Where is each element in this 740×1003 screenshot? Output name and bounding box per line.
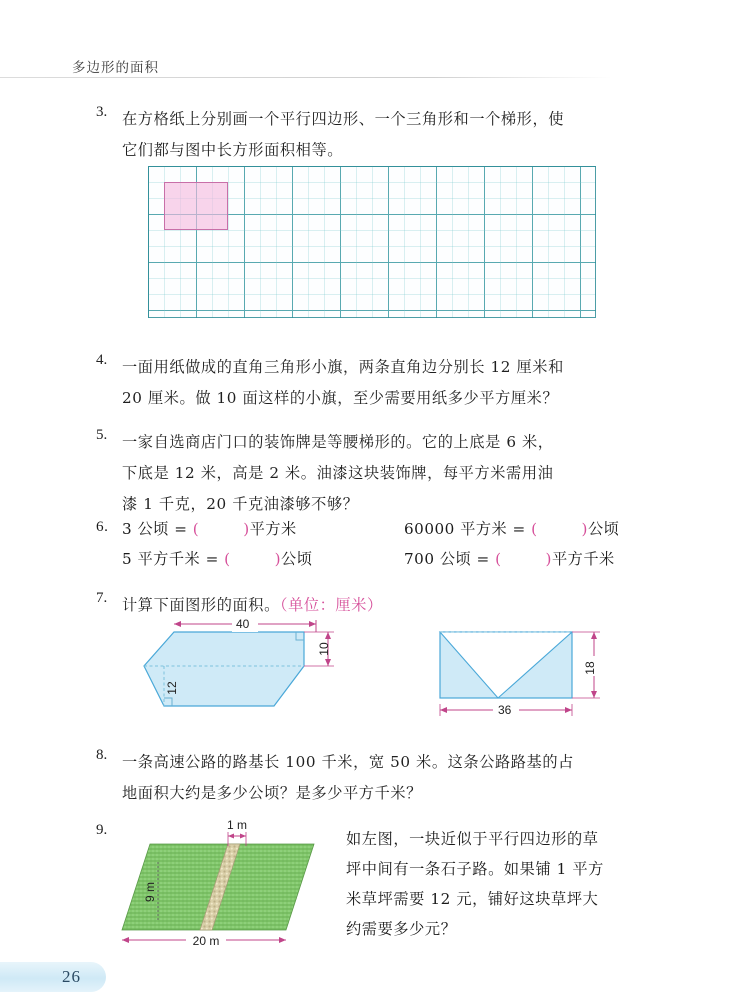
problem-6-row-2	[96, 548, 676, 578]
problem-6-row-1	[96, 518, 676, 548]
problem-6-item-4	[404, 548, 615, 569]
problem-5-line-3: 漆 1 千克，20 千克油漆够不够？	[122, 495, 359, 513]
figure-1-top-arrow-left	[174, 621, 181, 627]
figure-2-right-arrow-bottom	[591, 691, 597, 698]
problem-9-number: 9.	[96, 822, 108, 838]
problem-6-item-1	[122, 518, 297, 539]
problem-3-line-2: 它们都与图中长方形面积相等。	[122, 141, 344, 159]
page-number: 26	[62, 967, 81, 986]
p6-2-open-paren: (	[531, 520, 538, 538]
problem-9-line-1: 如左图，一块近似于平行四边形的草	[346, 830, 599, 848]
p6-1-equals: =	[174, 520, 188, 538]
figure-1-right-arrow-top	[325, 632, 331, 639]
problem-7-figures	[96, 618, 676, 723]
problem-4-line-2: 20 厘米。做 10 面这样的小旗，至少需要用纸多少平方厘米？	[122, 389, 559, 407]
figure-2-label-36: 36	[498, 703, 512, 717]
figure-rectangle-on-parallelogram	[156, 618, 396, 723]
figure-2-label-18: 18	[583, 661, 597, 675]
lawn-label-20m: 20 m	[192, 934, 220, 948]
grid-pink-rectangle	[164, 182, 228, 230]
problem-4	[96, 352, 676, 414]
problem-8-text	[122, 747, 676, 809]
figure-2-right-arrow-top	[591, 632, 597, 639]
problem-9-line-3: 米草坪需要 12 元，铺好这块草坪大	[346, 890, 599, 908]
p6-4-open-paren: (	[495, 550, 502, 568]
problem-4-number: 4.	[96, 352, 108, 368]
p6-2-equals: =	[512, 520, 526, 538]
figure-rectangle-with-triangle-cutout	[428, 618, 638, 723]
lawn-svg	[118, 820, 330, 948]
p6-4-unit: 平方千米	[551, 550, 615, 568]
problem-8-number: 8.	[96, 747, 108, 763]
figure-1-label-12: 12	[165, 681, 179, 695]
problem-6-item-3	[122, 548, 312, 569]
p6-2-unit: 公顷	[587, 520, 620, 538]
p6-4-close-paren: )	[545, 550, 552, 568]
lawn-label-9m: 9 m	[143, 881, 157, 903]
lawn-path-arrow-right	[240, 834, 246, 839]
p6-1-close-paren: )	[243, 520, 250, 538]
problem-5-line-2: 下底是 12 米，高是 2 米。油漆这块装饰牌，每平方米需用油	[122, 464, 554, 482]
p6-2-close-paren: )	[581, 520, 588, 538]
problem-4-line-1: 一面用纸做成的直角三角形小旗，两条直角边分别长 12 厘米和	[122, 358, 564, 376]
problem-5-text	[122, 427, 676, 520]
problem-9-figure	[118, 820, 330, 948]
lawn-base-arrow-left	[122, 937, 129, 943]
problem-7-number: 7.	[96, 590, 108, 606]
problem-3	[96, 104, 676, 166]
figure-1-label-10: 10	[317, 642, 331, 656]
lawn-base-arrow-right	[279, 937, 286, 943]
figure-2-bottom-arrow-right	[565, 707, 572, 713]
problem-3-text	[122, 104, 676, 166]
p6-1-value: 3 公顷	[122, 520, 169, 538]
problem-7-prompt-line	[122, 590, 676, 621]
problem-3-line-1: 在方格纸上分别画一个平行四边形、一个三角形和一个梯形，使	[122, 110, 565, 128]
figure-1-right-arrow-bottom	[325, 659, 331, 666]
problem-7-prompt: 计算下面图形的面积。	[122, 596, 280, 614]
header-divider	[0, 77, 612, 78]
problem-8	[96, 747, 676, 809]
problem-3-number: 3.	[96, 104, 108, 120]
problem-6	[96, 518, 676, 578]
problem-8-line-1: 一条高速公路的路基长 100 千米，宽 50 米。这条公路路基的占	[122, 753, 574, 771]
problem-9-line-4: 约需要多少元？	[346, 920, 457, 938]
p6-3-equals: =	[205, 550, 219, 568]
problem-8-line-2: 地面积大约是多少公顷？是多少平方千米？	[122, 784, 422, 802]
problem-5-number: 5.	[96, 427, 108, 443]
problem-4-text	[122, 352, 676, 414]
problem-5-line-1: 一家自选商店门口的装饰牌是等腰梯形的。它的上底是 6 米，	[122, 433, 554, 451]
figure-2-bottom-arrow-left	[440, 707, 447, 713]
problem-9-text	[346, 824, 646, 944]
lawn-path-arrow-left	[228, 834, 234, 839]
problem-6-item-2	[404, 518, 619, 539]
p6-3-open-paren: (	[224, 550, 231, 568]
problem-9-line-2: 坪中间有一条石子路。如果铺 1 平方	[346, 860, 604, 878]
p6-1-open-paren: (	[192, 520, 200, 538]
p6-3-close-paren: )	[274, 550, 282, 568]
problem-7-text	[122, 590, 676, 621]
figure-1-top-arrow-right	[309, 621, 316, 627]
p6-4-equals: =	[476, 550, 490, 568]
problem-6-number: 6.	[96, 518, 109, 535]
p6-2-value: 60000 平方米	[404, 520, 508, 538]
problem-7	[96, 590, 676, 621]
lawn-label-1m: 1 m	[226, 818, 248, 832]
figure-1-label-40: 40	[236, 617, 250, 631]
problem-5	[96, 427, 676, 520]
p6-3-unit: 公顷	[281, 550, 313, 568]
page-header-title: 多边形的面积	[72, 60, 159, 76]
page-header	[0, 56, 740, 82]
p6-1-unit: 平方米	[249, 520, 297, 538]
grid-paper-figure	[148, 166, 596, 318]
p6-3-value: 5 平方千米	[122, 550, 201, 568]
page-number-pill	[0, 962, 106, 992]
problem-7-unit-note: （单位：厘米）	[279, 596, 383, 614]
p6-4-value: 700 公顷	[404, 550, 472, 568]
